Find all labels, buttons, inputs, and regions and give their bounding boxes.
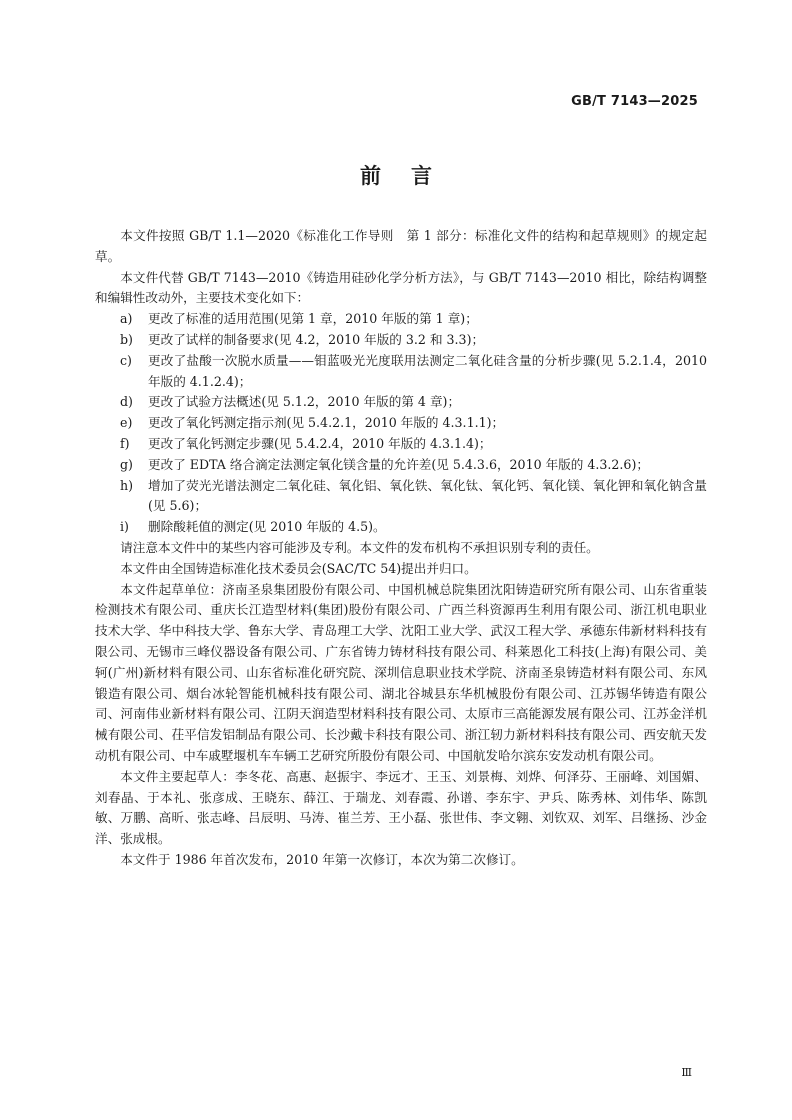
- paragraph-drafting-units: 本文件起草单位：济南圣泉集团股份有限公司、中国机械总院集团沈阳铸造研究所有限公司、山东省重装检测技术有限公司、重庆长江造型材料(集团)股份有限公司、广西兰科资源再生利用有限公司、浙江机电职业技术大学、华中科技大学、鲁东大学、青岛理工大学、沈阳工业大学、武汉工程大学、承德东伟新材料科技有限公司、无锡市三峰仪器设备有限公司、广东省铸力铸材科技有限公司、科莱恩化工科技(上海)有限公司、美轲(广州)新材料有限公司、山东省标准化研究院、深圳信息职业技术学院、济南圣泉铸造材料有限公司、东风锻造有限公司、烟台冰轮智能机械科技有限公司、湖北谷城县东华机械股份有限公司、江苏锡华铸造有限公司、河南伟业新材料有限公司、江阴天润造型材料科技有限公司、太原市三高能源发展有限公司、江苏金洋机械有限公司、茌平信发铝制品有限公司、长沙戴卡科技有限公司、浙江轫力新材料科技有限公司、西安航天发动机有限公司、中车戚墅堰机车车辆工艺研究所股份有限公司、中国航发哈尔滨东安发动机有限公司。: [95, 581, 707, 763]
- change-item: [120, 476, 707, 518]
- change-item-mark: g): [120, 456, 133, 472]
- page-number: Ⅲ: [681, 1066, 692, 1079]
- change-item-text: 增加了荧光光谱法测定二氧化硅、氧化铝、氧化铁、氧化钛、氧化钙、氧化镁、氧化钾和氧化钠含量(见 5.6)；: [148, 477, 707, 514]
- change-item-text: 更改了盐酸一次脱水质量——钼蓝吸光光度联用法测定二氧化硅含量的分析步骤(见 5.2.1.4，2010 年版的 4.1.2.4)；: [148, 352, 707, 389]
- change-item-mark: e): [120, 415, 133, 431]
- change-item-mark: i): [120, 519, 129, 535]
- page-title: 前言: [360, 164, 462, 188]
- paragraph-history: 本文件于 1986 年首次发布，2010 年第一次修订，本次为第二次修订。: [120, 851, 524, 867]
- foreword-body: [95, 226, 707, 871]
- change-item: [120, 392, 707, 413]
- change-item: [120, 517, 707, 538]
- change-item-text: 更改了氧化钙测定指示剂(见 5.4.2.1，2010 年版的 4.3.1.1)；: [148, 415, 505, 431]
- change-item-mark: d): [120, 394, 133, 410]
- change-item-text: 更改了氧化钙测定步骤(见 5.4.2.4，2010 年版的 4.3.1.4)；: [148, 435, 492, 451]
- change-item: [120, 434, 707, 455]
- change-item-mark: f): [120, 435, 130, 451]
- change-item-text: 更改了 EDTA 络合滴定法测定氧化镁含量的允许差(见 5.4.3.6，2010 年版的 4.3.2.6)；: [148, 456, 649, 472]
- change-item: [120, 455, 707, 476]
- change-item: [120, 413, 707, 434]
- change-item: [120, 309, 707, 330]
- paragraph-drafting-rules: 本文件按照 GB/T 1.1—2020《标准化工作导则 第 1 部分：标准化文件的结构和起草规则》的规定起草。: [95, 228, 707, 264]
- change-item-text: 更改了试样的制备要求(见 4.2，2010 年版的 3.2 和 3.3)；: [148, 331, 485, 347]
- change-item-mark: c): [120, 352, 132, 368]
- change-item-text: 更改了试验方法概述(见 5.1.2，2010 年版的第 4 章)；: [148, 394, 461, 410]
- standard-number: GB/T 7143—2025: [571, 94, 698, 109]
- change-item-text: 更改了标准的适用范围(见第 1 章，2010 年版的第 1 章)；: [148, 311, 478, 327]
- paragraph-drafters: 本文件主要起草人：李冬花、高惠、赵振宇、李远才、王玉、刘景梅、刘烨、何泽芬、王丽峰、刘国媚、刘春晶、于本礼、张彦成、王晓东、薛江、于瑞龙、刘春霞、孙谱、李东宇、尹兵、陈秀林、刘伟华、陈凯敏、万鹏、高昕、张志峰、吕辰明、马涛、崔兰芳、王小磊、张世伟、李文翱、刘钦双、刘军、吕继扬、沙金洋、张成根。: [95, 768, 707, 847]
- change-item: [120, 330, 707, 351]
- change-item-mark: a): [120, 311, 133, 327]
- paragraph-replacement: 本文件代替 GB/T 7143—2010《铸造用硅砂化学分析方法》，与 GB/T 7143—2010 相比，除结构调整和编辑性改动外，主要技术变化如下：: [95, 269, 707, 306]
- change-item-mark: h): [120, 477, 134, 493]
- change-item-mark: b): [120, 331, 133, 347]
- change-item: [120, 351, 707, 393]
- paragraph-proposer: 本文件由全国铸造标准化技术委员会(SAC/TC 54)提出并归口。: [120, 560, 477, 576]
- change-item-text: 删除酸耗值的测定(见 2010 年版的 4.5)。: [148, 519, 386, 535]
- paragraph-patent-notice: 请注意本文件中的某些内容可能涉及专利。本文件的发布机构不承担识别专利的责任。: [120, 539, 599, 555]
